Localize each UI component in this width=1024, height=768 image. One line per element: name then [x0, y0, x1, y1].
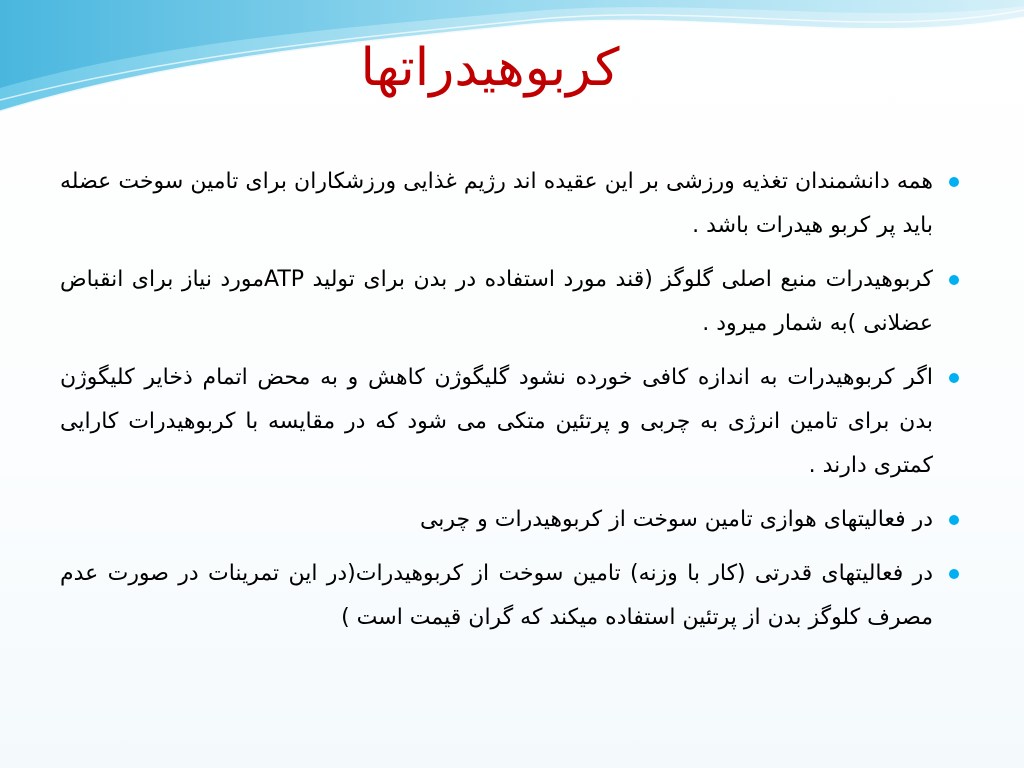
bullet-list [60, 160, 965, 650]
bullet-dot-icon [949, 569, 959, 579]
bullet-text: کربوهیدرات منبع اصلی گلوگز (قند مورد استفاده در بدن برای تولید ATPمورد نیاز برای انقباض عضلانی )به شمار میرود . [60, 267, 933, 336]
list-item [60, 160, 965, 248]
bullet-text: در فعالیتهای قدرتی (کار با وزنه) تامین سوخت از کربوهیدرات(در این تمرینات در صورت عدم مصرف کلوگز بدن از پرتئین استفاده میکند که گران قیمت است ) [60, 561, 933, 630]
bullet-dot-icon [949, 177, 959, 187]
list-item [60, 258, 965, 346]
bullet-text: اگر کربوهیدرات به اندازه کافی خورده نشود گلیگوژن کاهش و به محض اتمام ذخایر کلیگوژن بدن برای تامین انرژی به چربی و پرتئین متکی می شود که در مقایسه با کربوهیدرات کارایی کمتری دارند . [60, 365, 933, 478]
slide-title: کربوهیدراتها [360, 38, 620, 98]
list-item [60, 552, 965, 640]
bullet-text: همه دانشمندان تغذیه ورزشی بر این عقیده اند رژیم غذایی ورزشکاران برای تامین سوخت عضله باید پر کربو هیدرات باشد . [60, 169, 933, 238]
bullet-dot-icon [949, 373, 959, 383]
list-item [60, 498, 965, 542]
bullet-dot-icon [949, 515, 959, 525]
bullet-text: در فعالیتهای هوازی تامین سوخت از کربوهیدرات و چربی [419, 507, 933, 532]
bullet-dot-icon [949, 275, 959, 285]
list-item [60, 356, 965, 488]
